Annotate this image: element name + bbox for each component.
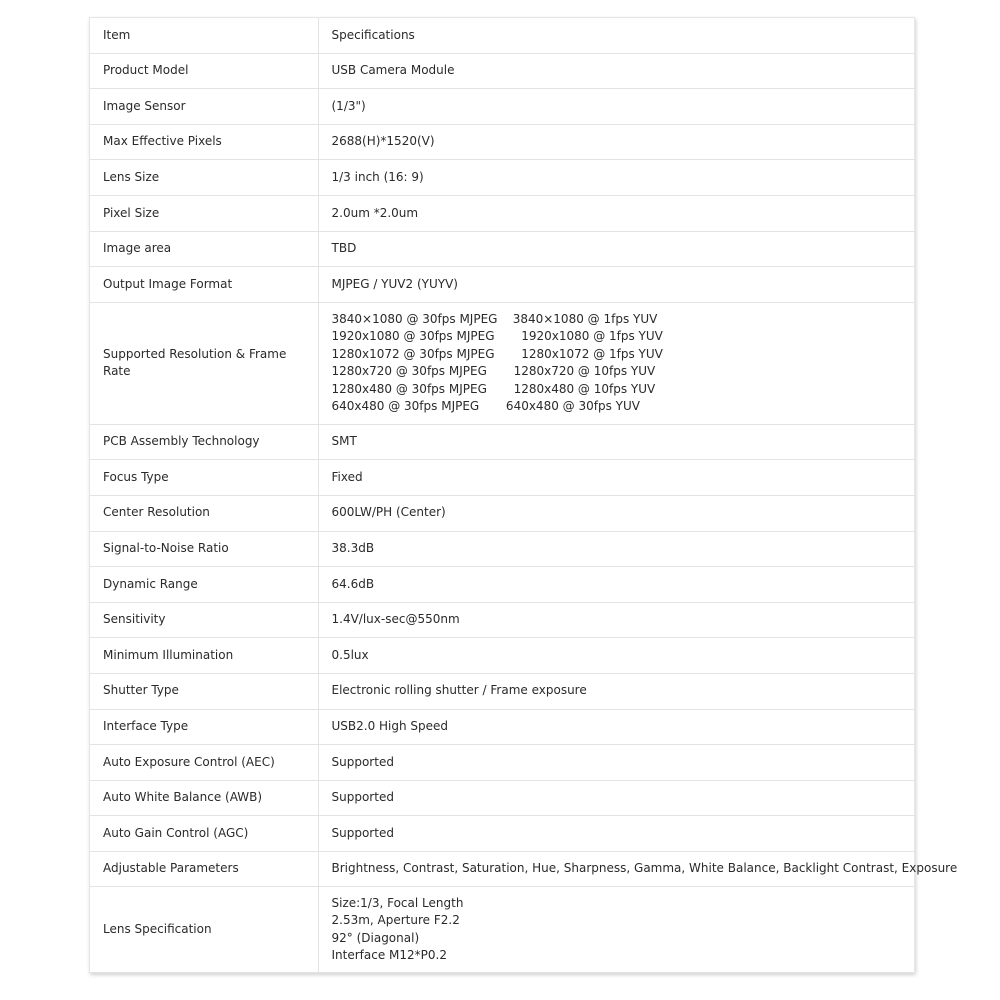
header-specifications: Specifications [318, 18, 914, 53]
spec-key: Center Resolution [90, 495, 318, 531]
spec-value: TBD [318, 231, 914, 267]
spec-value: Supported [318, 780, 914, 816]
table-row [90, 89, 914, 125]
spec-key: Output Image Format [90, 267, 318, 303]
spec-value: USB2.0 High Speed [318, 709, 914, 745]
table-row [90, 267, 914, 303]
spec-value: 64.6dB [318, 567, 914, 603]
table-row [90, 709, 914, 745]
table-row [90, 638, 914, 674]
lens-spec-line: Size:1/3, Focal Length [331, 895, 464, 910]
table-row [90, 745, 914, 781]
header-item: Item [90, 18, 318, 53]
resolution-line: 3840×1080 @ 30fps MJPEG 3840×1080 @ 1fps YUV [331, 311, 658, 326]
spec-key: Minimum Illumination [90, 638, 318, 674]
spec-key: Shutter Type [90, 673, 318, 709]
spec-value: 2688(H)*1520(V) [318, 124, 914, 160]
spec-key: Auto Gain Control (AGC) [90, 816, 318, 852]
table-row [90, 851, 914, 887]
table-row [90, 816, 914, 852]
spec-value: 2.0um *2.0um [318, 195, 914, 231]
table-row [90, 160, 914, 196]
resolution-line: 1920x1080 @ 30fps MJPEG 1920x1080 @ 1fps YUV [331, 329, 663, 344]
spec-value: Electronic rolling shutter / Frame exposure [318, 673, 914, 709]
spec-value: SMT [318, 424, 914, 460]
spec-key: Image Sensor [90, 89, 318, 125]
spec-key: Max Effective Pixels [90, 124, 318, 160]
spec-key: Signal-to-Noise Ratio [90, 531, 318, 567]
spec-value: 1.4V/lux-sec@550nm [318, 602, 914, 638]
spec-key: Auto Exposure Control (AEC) [90, 745, 318, 781]
spec-value: Brightness, Contrast, Saturation, Hue, Sharpness, Gamma, White Balance, Backlight Contrast, Exposure [318, 851, 914, 887]
spec-key: PCB Assembly Technology [90, 424, 318, 460]
spec-key: Image area [90, 231, 318, 267]
table-row [90, 231, 914, 267]
spec-value: USB Camera Module [318, 53, 914, 89]
spec-value: Fixed [318, 460, 914, 496]
spec-value: 0.5lux [318, 638, 914, 674]
spec-table [90, 18, 958, 973]
table-row-resolution [90, 302, 914, 424]
table-row-lens [90, 887, 914, 973]
table-row [90, 673, 914, 709]
table-row [90, 124, 914, 160]
spec-key: Supported Resolution & Frame Rate [90, 302, 318, 424]
resolution-line: 1280x480 @ 30fps MJPEG 1280x480 @ 10fps YUV [331, 381, 656, 396]
spec-key: Adjustable Parameters [90, 851, 318, 887]
spec-value: Supported [318, 816, 914, 852]
lens-spec-line: Interface M12*P0.2 [331, 948, 447, 963]
spec-value: 600LW/PH (Center) [318, 495, 914, 531]
spec-key: Interface Type [90, 709, 318, 745]
table-row [90, 195, 914, 231]
table-row [90, 460, 914, 496]
table-row [90, 495, 914, 531]
table-row [90, 424, 914, 460]
spec-value: 38.3dB [318, 531, 914, 567]
lens-spec-line: 92° (Diagonal) [331, 930, 420, 945]
table-row [90, 53, 914, 89]
table-row [90, 531, 914, 567]
spec-key: Lens Specification [90, 887, 318, 973]
lens-spec-line: 2.53m, Aperture F2.2 [331, 913, 460, 928]
resolution-line: 640x480 @ 30fps MJPEG 640x480 @ 30fps YUV [331, 399, 640, 414]
spec-value: MJPEG / YUV2 (YUYV) [318, 267, 914, 303]
spec-table-container [89, 17, 958, 973]
resolution-line: 1280x1072 @ 30fps MJPEG 1280x1072 @ 1fps YUV [331, 346, 663, 361]
resolution-list [318, 302, 914, 424]
spec-key: Sensitivity [90, 602, 318, 638]
spec-key: Dynamic Range [90, 567, 318, 603]
spec-key: Focus Type [90, 460, 318, 496]
spec-value: (1/3") [318, 89, 914, 125]
table-row [90, 780, 914, 816]
table-header-row [90, 18, 914, 53]
table-row [90, 602, 914, 638]
resolution-line: 1280x720 @ 30fps MJPEG 1280x720 @ 10fps YUV [331, 364, 656, 379]
spec-value: Supported [318, 745, 914, 781]
spec-key: Auto White Balance (AWB) [90, 780, 318, 816]
spec-key: Product Model [90, 53, 318, 89]
table-row [90, 567, 914, 603]
spec-key: Lens Size [90, 160, 318, 196]
spec-value: 1/3 inch (16: 9) [318, 160, 914, 196]
lens-spec-list [318, 887, 914, 973]
spec-key: Pixel Size [90, 195, 318, 231]
